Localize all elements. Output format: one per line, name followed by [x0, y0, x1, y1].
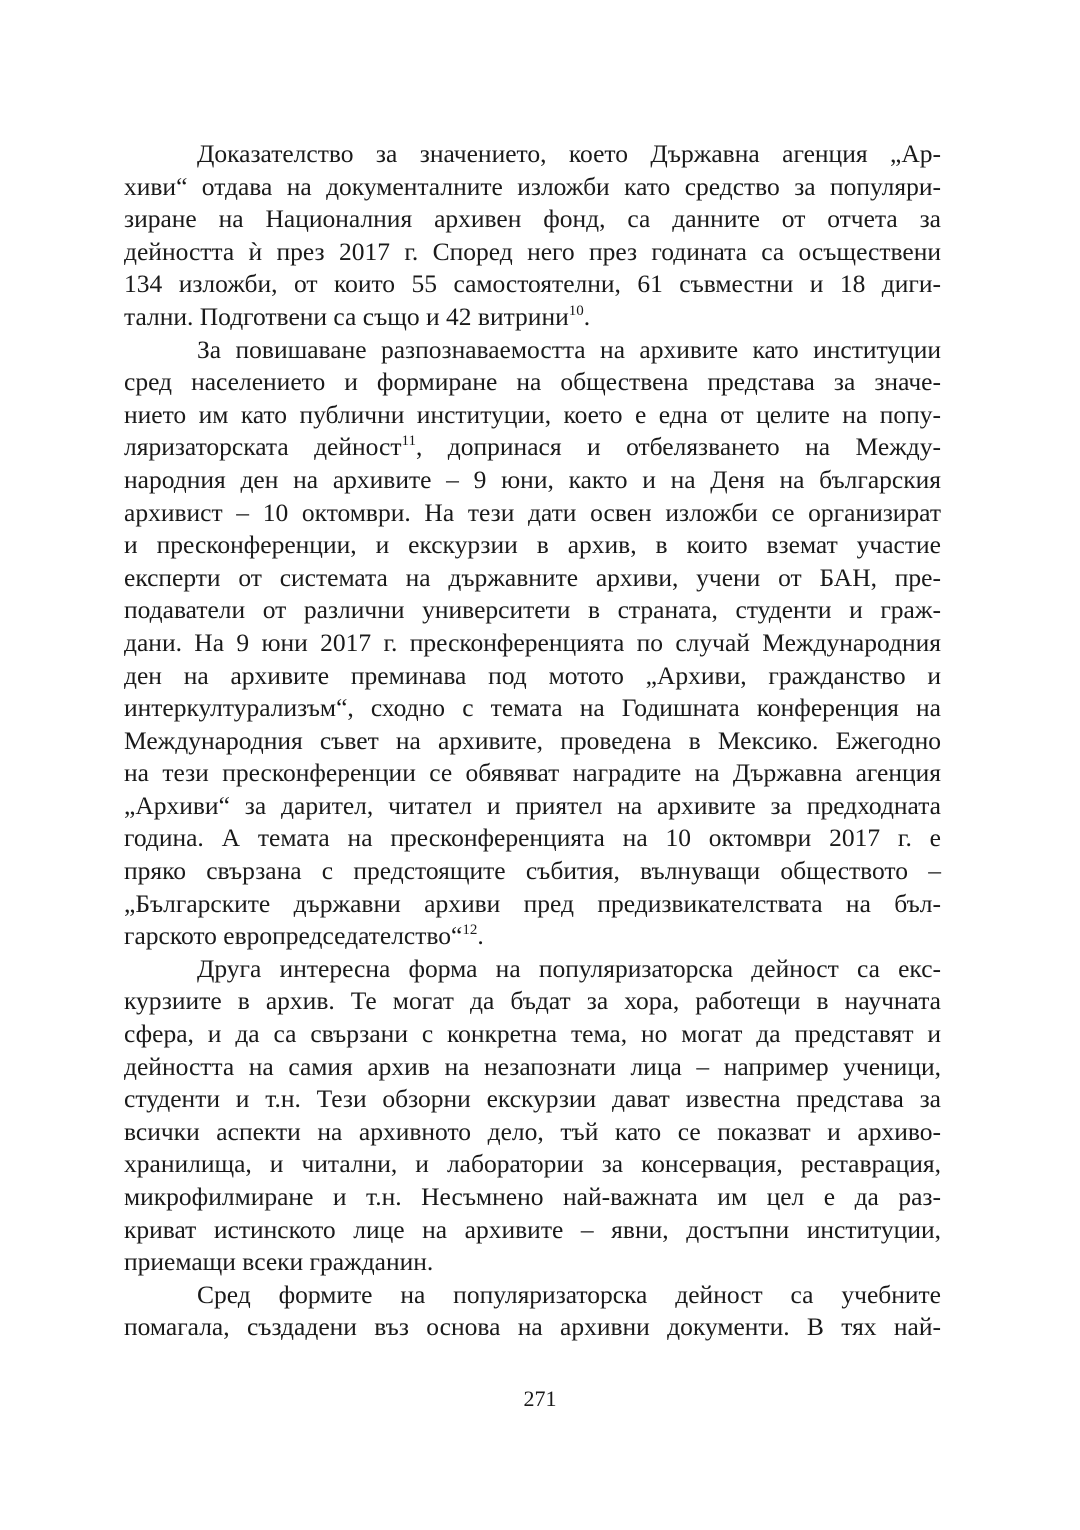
text-line: ден на архивите преминава под мотото „Архиви, гражданство и: [124, 660, 941, 690]
text-line: пряко свързана с предстоящите събития, вълнуващи обществото –: [124, 856, 941, 886]
paragraph-3: [124, 953, 941, 1279]
paragraph-4: [124, 1279, 941, 1344]
text-line: За повишаване разпознаваемостта на архивите като институции: [197, 334, 941, 364]
page-number: 271: [523, 1386, 557, 1411]
text-line: „Българските държавни архиви пред предизвикателствата на бъл-: [124, 888, 941, 918]
text-line: Доказателство за значението, което Държавна агенция „Ар-: [197, 139, 941, 168]
text-fragment: ляризаторската дейност: [124, 432, 402, 462]
text-line: курзиите в архив. Те могат да бъдат за хора, работещи в научната: [124, 986, 941, 1016]
text-line: криват истинското лице на архивите – явни, достъпни институции,: [124, 1214, 941, 1244]
punctuation: .: [583, 301, 591, 331]
text-line: „Архиви“ за дарител, читател и приятел на архивите за предходната: [124, 790, 941, 820]
text-fragment: гарското европредседателство“: [124, 921, 463, 951]
text-line: сфера, и да са свързани с конкретна тема, но могат да представят и: [124, 1019, 941, 1049]
text-line: експерти от системата на държавните архиви, учени от БАН, пре-: [124, 562, 941, 592]
text-line: приемащи всеки гражданин.: [124, 1247, 434, 1277]
text-line: зиране на Националния архивен фонд, са данните от отчета за: [124, 204, 941, 234]
text-fragment: , допринася и отбелязването на Между-: [415, 432, 941, 462]
text-line: микрофилмиране и т.н. Несъмнено най-важната им цел е да раз-: [124, 1182, 941, 1211]
text-line: 134 изложби, от които 55 самостоятелни, 61 съвместни и 18 диги-: [124, 269, 941, 299]
text-line: хиви“ отдава на документалните изложби като средство за популяри-: [124, 171, 941, 201]
text-line: [124, 301, 941, 334]
text-line: народния ден на архивите – 9 юни, както и на Деня на българския: [124, 464, 941, 494]
text-line: на тези пресконференции се обявяват наградите на Държавна агенция: [124, 758, 941, 788]
text-line: [124, 920, 941, 953]
text-line: [124, 431, 941, 464]
text-line: Сред формите на популяризаторска дейност са учебните: [197, 1279, 941, 1309]
text-line: интеркултурализъм“, сходно с темата на Годишната конференция на: [124, 693, 941, 723]
text-line: дейността на самия архив на незапознати лица – например ученици,: [124, 1051, 941, 1081]
text-line: сред населението и формиране на обществена представа за значе-: [124, 367, 941, 397]
body-text: [124, 138, 941, 1344]
punctuation: .: [477, 921, 484, 951]
text-line: дани. На 9 юни 2017 г. пресконференцията по случай Международния: [124, 627, 941, 657]
text-line: всички аспекти на архивното дело, тъй като се показват и архиво-: [124, 1116, 941, 1146]
text-line: година. А темата на пресконференцията на 10 октомври 2017 г. е: [124, 823, 941, 853]
text-line: дейността ѝ през 2017 г. Според него през годината са осъществени: [124, 236, 941, 266]
text-fragment: тални. Подготвени са също и 42 витрини: [124, 301, 569, 331]
text-line: архивист – 10 октомври. На тези дати освен изложби се организират: [124, 497, 941, 527]
text-line: хранилища, и читални, и лаборатории за консервация, реставрация,: [124, 1149, 941, 1179]
text-line: нието им като публични институции, което е една от целите на попу-: [124, 399, 941, 429]
footnote-ref: 11: [401, 433, 416, 450]
text-line: помагала, създадени въз основа на архивни документи. В тях най-: [124, 1312, 941, 1342]
text-line: студенти и т.н. Тези обзорни екскурзии дават известна представа за: [124, 1084, 941, 1114]
text-line: Международния съвет на архивите, проведена в Мексико. Ежегодно: [124, 725, 941, 755]
text-line: и пресконференции, и екскурзии в архив, в които вземат участие: [124, 530, 941, 560]
footnote-ref: 12: [462, 922, 478, 939]
text-line: Друга интересна форма на популяризаторска дейност са екс-: [197, 953, 941, 983]
text-line: подаватели от различни университети в страната, студенти и граж-: [124, 595, 941, 625]
paragraph-2: [124, 334, 941, 953]
paragraph-1: [124, 138, 941, 334]
footnote-ref: 10: [568, 302, 584, 319]
